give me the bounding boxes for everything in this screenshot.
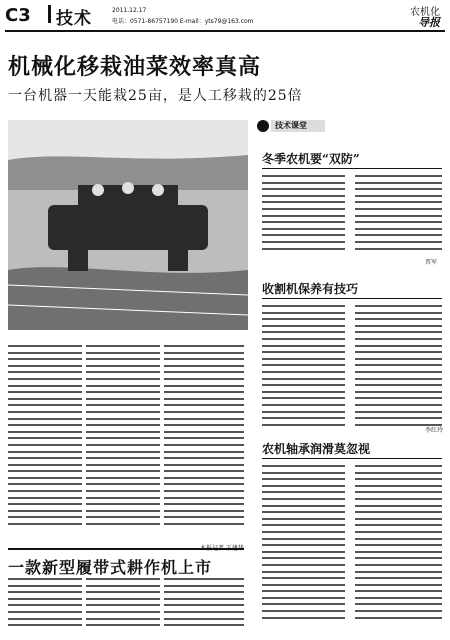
author-winter: 晋军 bbox=[425, 259, 438, 266]
bottom-article-title: 一款新型履带式耕作机上市 bbox=[8, 558, 213, 577]
text-block bbox=[355, 175, 442, 255]
text-block bbox=[86, 578, 160, 636]
rule bbox=[262, 168, 442, 169]
text-block bbox=[8, 578, 82, 636]
winter-article-title: 冬季农机要“双防” bbox=[262, 152, 360, 166]
brand-name-top: 农机化 bbox=[410, 7, 440, 18]
field-transplanter-image bbox=[8, 120, 248, 330]
badge-label: 技术课堂 bbox=[275, 121, 307, 130]
issue-date: 2011.12.17 bbox=[112, 7, 147, 14]
rule bbox=[8, 548, 244, 550]
text-block bbox=[355, 305, 442, 435]
text-block bbox=[262, 305, 345, 435]
header-rule bbox=[5, 30, 445, 32]
text-block bbox=[86, 345, 160, 540]
brand-name-bottom: 导报 bbox=[418, 16, 440, 29]
wheat-article-title: 农机轴承润滑莫忽视 bbox=[262, 442, 371, 456]
rule bbox=[262, 298, 442, 299]
text-block bbox=[164, 578, 244, 636]
text-block bbox=[8, 345, 82, 540]
contact-info: 电话：0571-86757190 E-mail：yts79@163.com bbox=[112, 18, 254, 25]
text-block bbox=[355, 465, 442, 635]
section-divider bbox=[48, 5, 51, 23]
text-block bbox=[262, 465, 345, 635]
text-block bbox=[262, 175, 345, 255]
section-title: 技术 bbox=[56, 9, 92, 29]
rule bbox=[262, 458, 442, 459]
main-headline: 机械化移栽油菜效率真高 bbox=[8, 54, 262, 80]
text-block bbox=[164, 345, 244, 540]
main-subheadline: 一台机器一天能栽25亩，是人工移栽的25倍 bbox=[8, 88, 303, 104]
article-photo bbox=[8, 120, 248, 330]
author-rapeseed: 李红玲 bbox=[425, 427, 444, 434]
rapeseed-article-title: 收割机保养有技巧 bbox=[262, 282, 359, 296]
section-code: C3 bbox=[5, 5, 31, 26]
